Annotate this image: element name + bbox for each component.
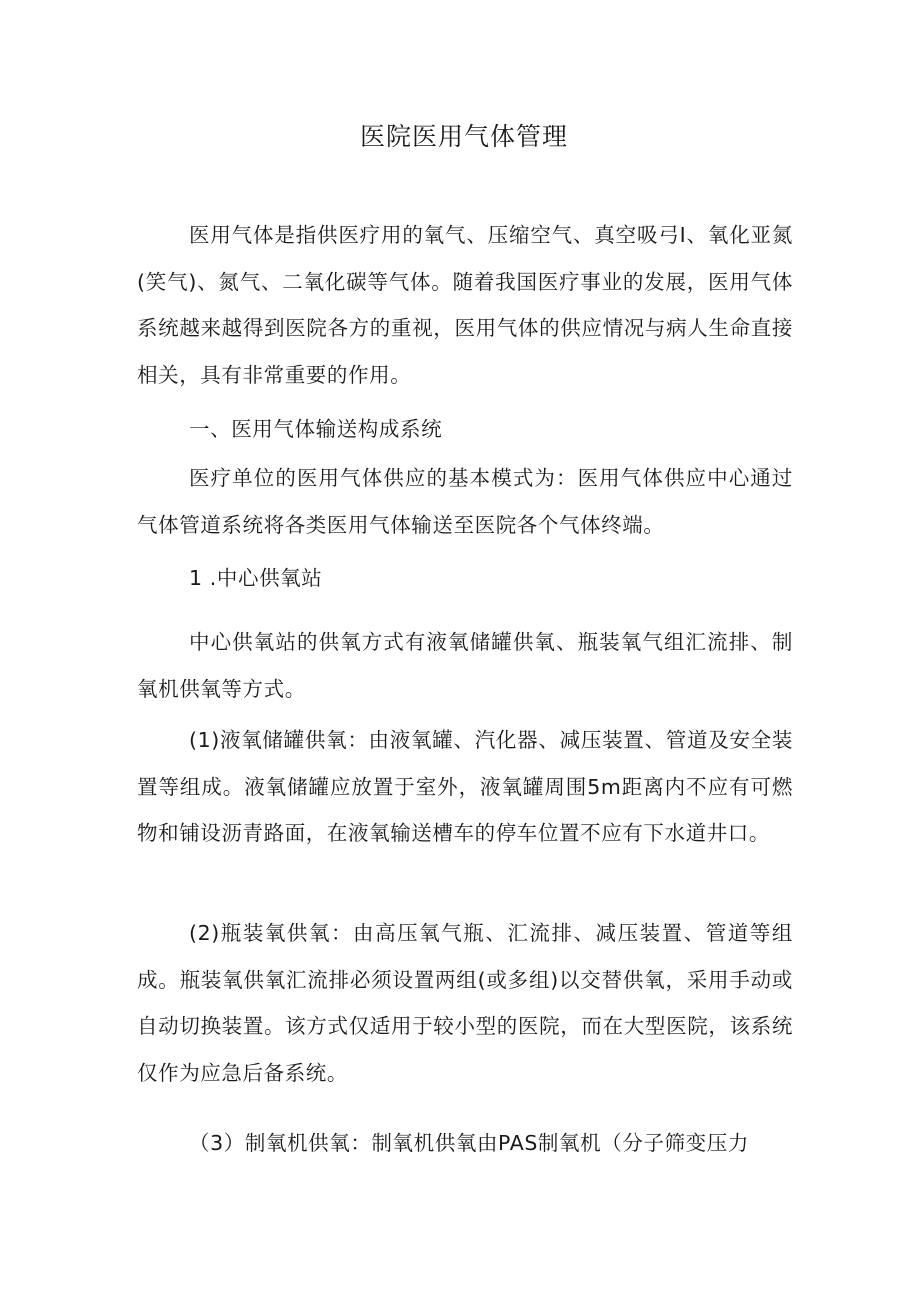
paragraph-liquid-oxygen: (1)液氧储罐供氧：由液氧罐、汽化器、减压装置、管道及安全装置等组成。液氧储罐应放置于室外，液氧罐周围5m距离内不应有可燃物和铺设沥青路面，在液氧输送槽车的停车位置不应有下水道井口。 [137,728,793,845]
paragraph-bottled-oxygen: (2)瓶装氧供氧：由高压氧气瓶、汇流排、减压装置、管道等组成。瓶装氧供氧汇流排必须设置两组(或多组)以交替供氧，采用手动或自动切换装置。该方式仅适用于较小型的医院，而在大型医院，该系统仅作为应急后备系统。 [137,921,793,1085]
paragraph-oxygen-generator: （3）制氧机供氧：制氧机供氧由PAS制氧机（分子筛变压力 [189,1131,749,1155]
paragraph-intro: 医用气体是指供医疗用的氧气、压缩空气、真空吸弓I、氧化亚氮(笑气)、氮气、二氧化碳等气体。随着我国医疗事业的发展，医用气体系统越来越得到医院各方的重视，医用气体的供应情况与病人生命直接相关，具有非常重要的作用。 [137,223,793,387]
paragraph-supply-mode: 医疗单位的医用气体供应的基本模式为：医用气体供应中心通过气体管道系统将各类医用气体输送至医院各个气体终端。 [137,466,793,537]
subsection-heading-oxygen-station: 1 .中心供氧站 [189,566,323,590]
paragraph-oxygen-methods: 中心供氧站的供氧方式有液氧储罐供氧、瓶装氧气组汇流排、制氧机供氧等方式。 [137,630,793,701]
section-heading-1: 一、医用气体输送构成系统 [189,417,443,441]
document-title: 医院医用气体管理 [359,122,568,151]
